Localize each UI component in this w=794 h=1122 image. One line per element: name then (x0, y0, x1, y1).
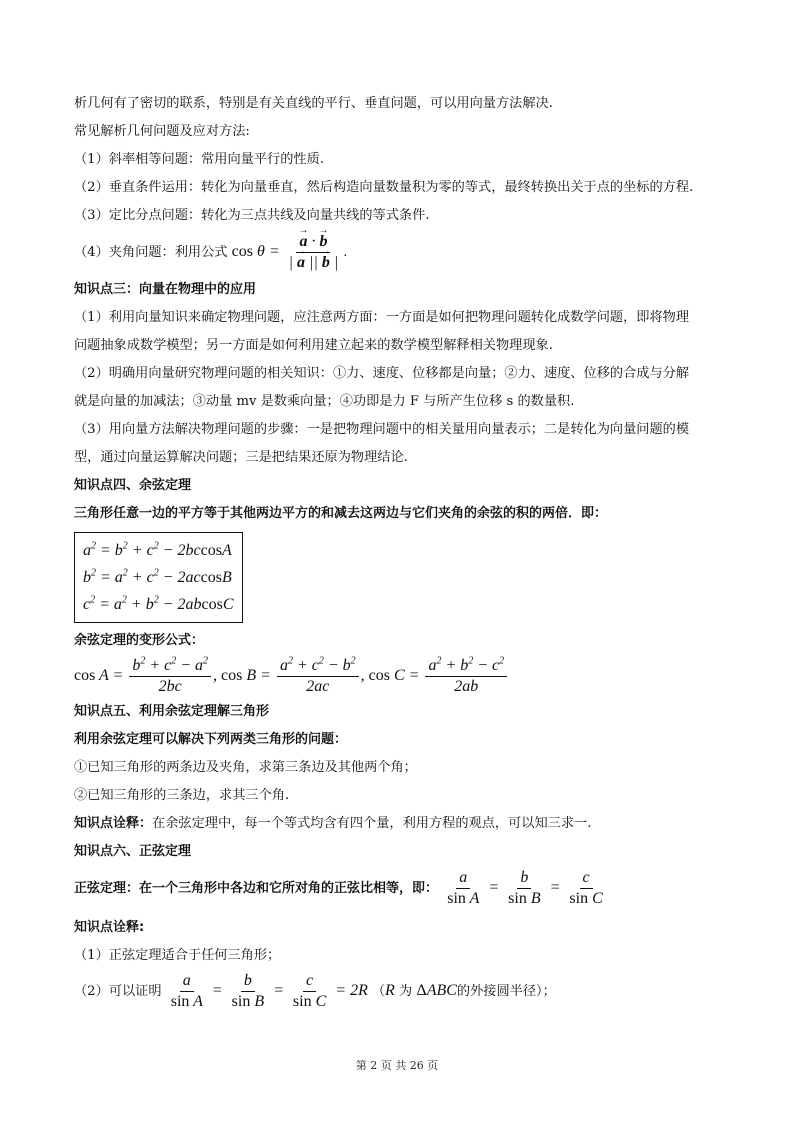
case-1: ①已知三角形的两条边及夹角，求第三条边及其他两个角； (74, 760, 417, 775)
text-line: 型，通过向量运算解决问题；三是把结果还原为物理结论. (74, 450, 408, 465)
text-line: （3）定比分点问题：转化为三点共线及向量共线的等式条件. (74, 208, 430, 223)
text-line: 问题抽象成数学模型；另一方面是如何利用建立起来的数学模型解释相关物理现象. (74, 338, 553, 353)
note-line (74, 812, 734, 835)
cosine-variant-formula: cos A = $\frac{b^2 + c^2 - a^2}{2bc}$ , cos B = $\frac{a^2 + c^2 - b^2}{2ac}$ , cos C = $\frac{a^2 + b^2 - c^2}{2ab}$ (74, 657, 734, 696)
page-footer: 第 2 页 共 26 页 (355, 1059, 439, 1072)
text-line: 常见解析几何问题及应对方法: (74, 124, 250, 139)
section-heading-5: 知识点五、利用余弦定理解三角形 (74, 704, 270, 719)
text-line: （3）用向量方法解决物理问题的步骤：一是把物理问题中的相关量用向量表示；二是转化为向量问题的模 (74, 422, 690, 437)
angle-formula: cos θ = → $\frac{a \cdot \to b}{| \to a || \to b |}$ (232, 243, 344, 260)
section-heading-3: 知识点三：向量在物理中的应用 (74, 282, 257, 297)
text-suffix: 的外接圆半径）； (456, 984, 556, 1000)
period: . (343, 245, 348, 261)
case-2: ②已知三角形的三条边，求其三个角. (74, 788, 290, 803)
cosine-law-b: $b^2 = a^2 + c^2 - 2accosB$ (83, 567, 232, 586)
page-body (74, 92, 734, 1016)
text-wei: 为 (394, 984, 413, 1000)
text-line: （1）斜率相等问题：常用向量平行的性质. (74, 152, 324, 167)
sine-definition: 正弦定理：在一个三角形中各边和它所对角的正弦比相等，即： (74, 881, 439, 897)
note-text: 在余弦定理中，每一个等式均含有四个量，利用方程的观点，可以知三求一. (152, 816, 592, 831)
cosine-definition: 三角形任意一边的平方等于其他两边平方的和减去这两边与它们夹角的余弦的积的两倍．即： (74, 506, 608, 521)
sine-law-formula: $\frac{a}{\text{sin A}}$ = $\frac{b}{\text{sin B}}$ = $\frac{c}{\text{sin C}}$ (447, 869, 603, 907)
note2-label: 知识点诠释: (74, 920, 145, 935)
section-heading-4: 知识点四、余弦定理 (74, 478, 192, 493)
text-prefix: （2）可以证明 (74, 984, 162, 1000)
section-heading-6: 知识点六、正弦定理 (74, 844, 192, 859)
sine-definition-line (74, 869, 734, 908)
text-prefix: （4）夹角问题：利用公式 (74, 245, 228, 261)
paren-open: （ (371, 984, 386, 1000)
cosine-variant-heading: 余弦定理的变形公式： (74, 633, 205, 648)
text-line: 析几何有了密切的联系，特别是有关直线的平行、垂直问题，可以用向量方法解决. (74, 96, 553, 111)
angle-formula-line (74, 233, 734, 272)
symbol-r: R (385, 982, 395, 1000)
cosine-law-a: $a^2 = b^2 + c^2 - 2bccosA$ (83, 540, 232, 559)
text-line: （2）明确用向量研究物理问题的相关知识：①力、速度、位移都是向量；②力、速度、位移的合成与分解 (74, 366, 690, 381)
sine-note-2 (74, 972, 734, 1011)
cosine-law-c: $c^2 = a^2 + b^2 - 2abcosC$ (83, 594, 234, 613)
sine-law-2r-formula: $\frac{a}{\text{sin A}}$ = $\frac{b}{\text{sin B}}$ = $\frac{c}{\text{sin C}}$ = 2R (170, 972, 372, 1010)
sine-note-1: （1）正弦定理适合于任何三角形； (74, 948, 281, 963)
text-line: （1）利用向量知识来确定物理问题，应注意两方面：一方面是如何把物理问题转化成数学问题，即将物理 (74, 310, 690, 325)
note-label: 知识点诠释： (74, 816, 153, 831)
section-5-sub: 利用余弦定理可以解决下列两类三角形的问题： (74, 732, 348, 747)
text-line: 就是向量的加减法；③动量 mv 是数乘向量；④功即是力 F 与所产生位移 s 的数量积. (74, 394, 575, 409)
cosine-law-box (74, 532, 243, 623)
text-line: （2）垂直条件运用：转化为向量垂直，然后构造向量数量积为零的等式，最终转换出关于点的坐标的方程. (74, 180, 694, 195)
symbol-triangle-abc: ΔABC (416, 982, 457, 1000)
